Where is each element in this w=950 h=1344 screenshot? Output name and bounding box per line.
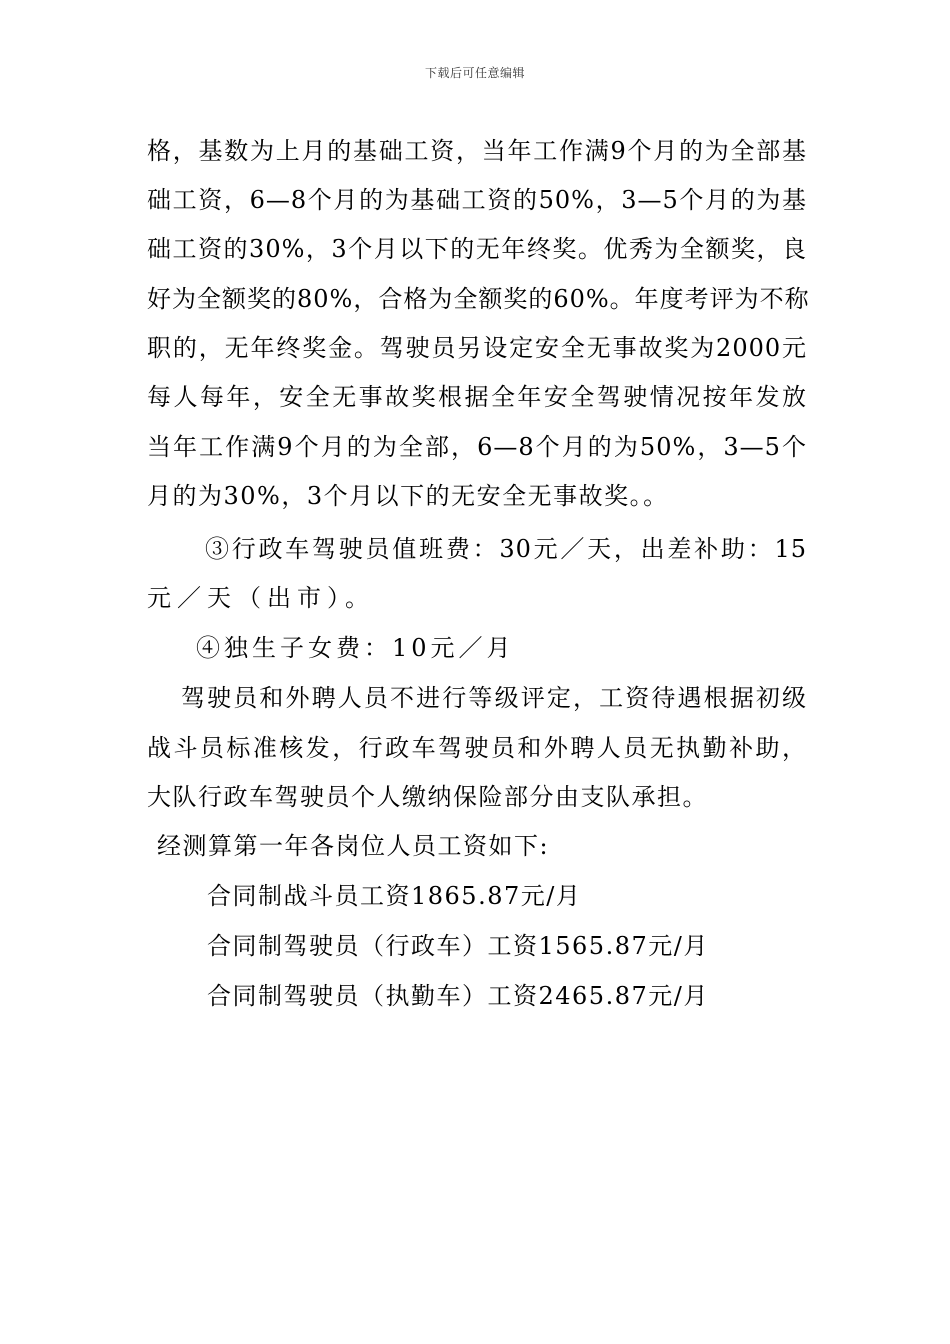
wage-line: 合同制战斗员工资1865.87元/月	[207, 882, 582, 910]
paragraph-line: 战斗员标准核发，行政车驾驶员和外聘人员无执勤补助，	[147, 734, 807, 762]
calc-intro: 经测算第一年各岗位人员工资如下:	[157, 832, 550, 860]
paragraph-line: 好为全额奖的80%，合格为全额奖的60%。年度考评为不称	[147, 285, 810, 313]
paragraph-line: 础工资，6—8个月的为基础工资的50%，3—5个月的为基	[147, 186, 807, 214]
paragraph-line: 础工资的30%，3个月以下的无年终奖。优秀为全额奖，良	[147, 235, 807, 263]
paragraph-line: 大队行政车驾驶员个人缴纳保险部分由支队承担。	[147, 783, 708, 811]
paragraph-line: 每人每年，安全无事故奖根据全年安全驾驶情况按年发放	[147, 383, 807, 411]
wage-line: 合同制驾驶员（执勤车）工资2465.87元/月	[207, 982, 709, 1010]
page-header-note: 下载后可任意编辑	[424, 66, 525, 80]
paragraph-line: 格，基数为上月的基础工资，当年工作满9个月的为全部基	[147, 137, 807, 165]
paragraph-line: 月的为30%，3个月以下的无安全无事故奖。。	[147, 482, 669, 510]
item-3-line: 元／天（出市）。	[147, 584, 375, 612]
item-3-line: ③行政车驾驶员值班费：30元／天，出差补助：15	[205, 535, 807, 563]
item-4-line: ④独生子女费：10元／月	[196, 634, 515, 662]
paragraph-line: 职的，无年终奖金。驾驶员另设定安全无事故奖为2000元	[147, 334, 807, 362]
paragraph-line: 当年工作满9个月的为全部，6—8个月的为50%，3—5个	[147, 433, 807, 461]
paragraph-line: 驾驶员和外聘人员不进行等级评定，工资待遇根据初级	[181, 684, 807, 712]
wage-line: 合同制驾驶员（行政车）工资1565.87元/月	[207, 932, 709, 960]
